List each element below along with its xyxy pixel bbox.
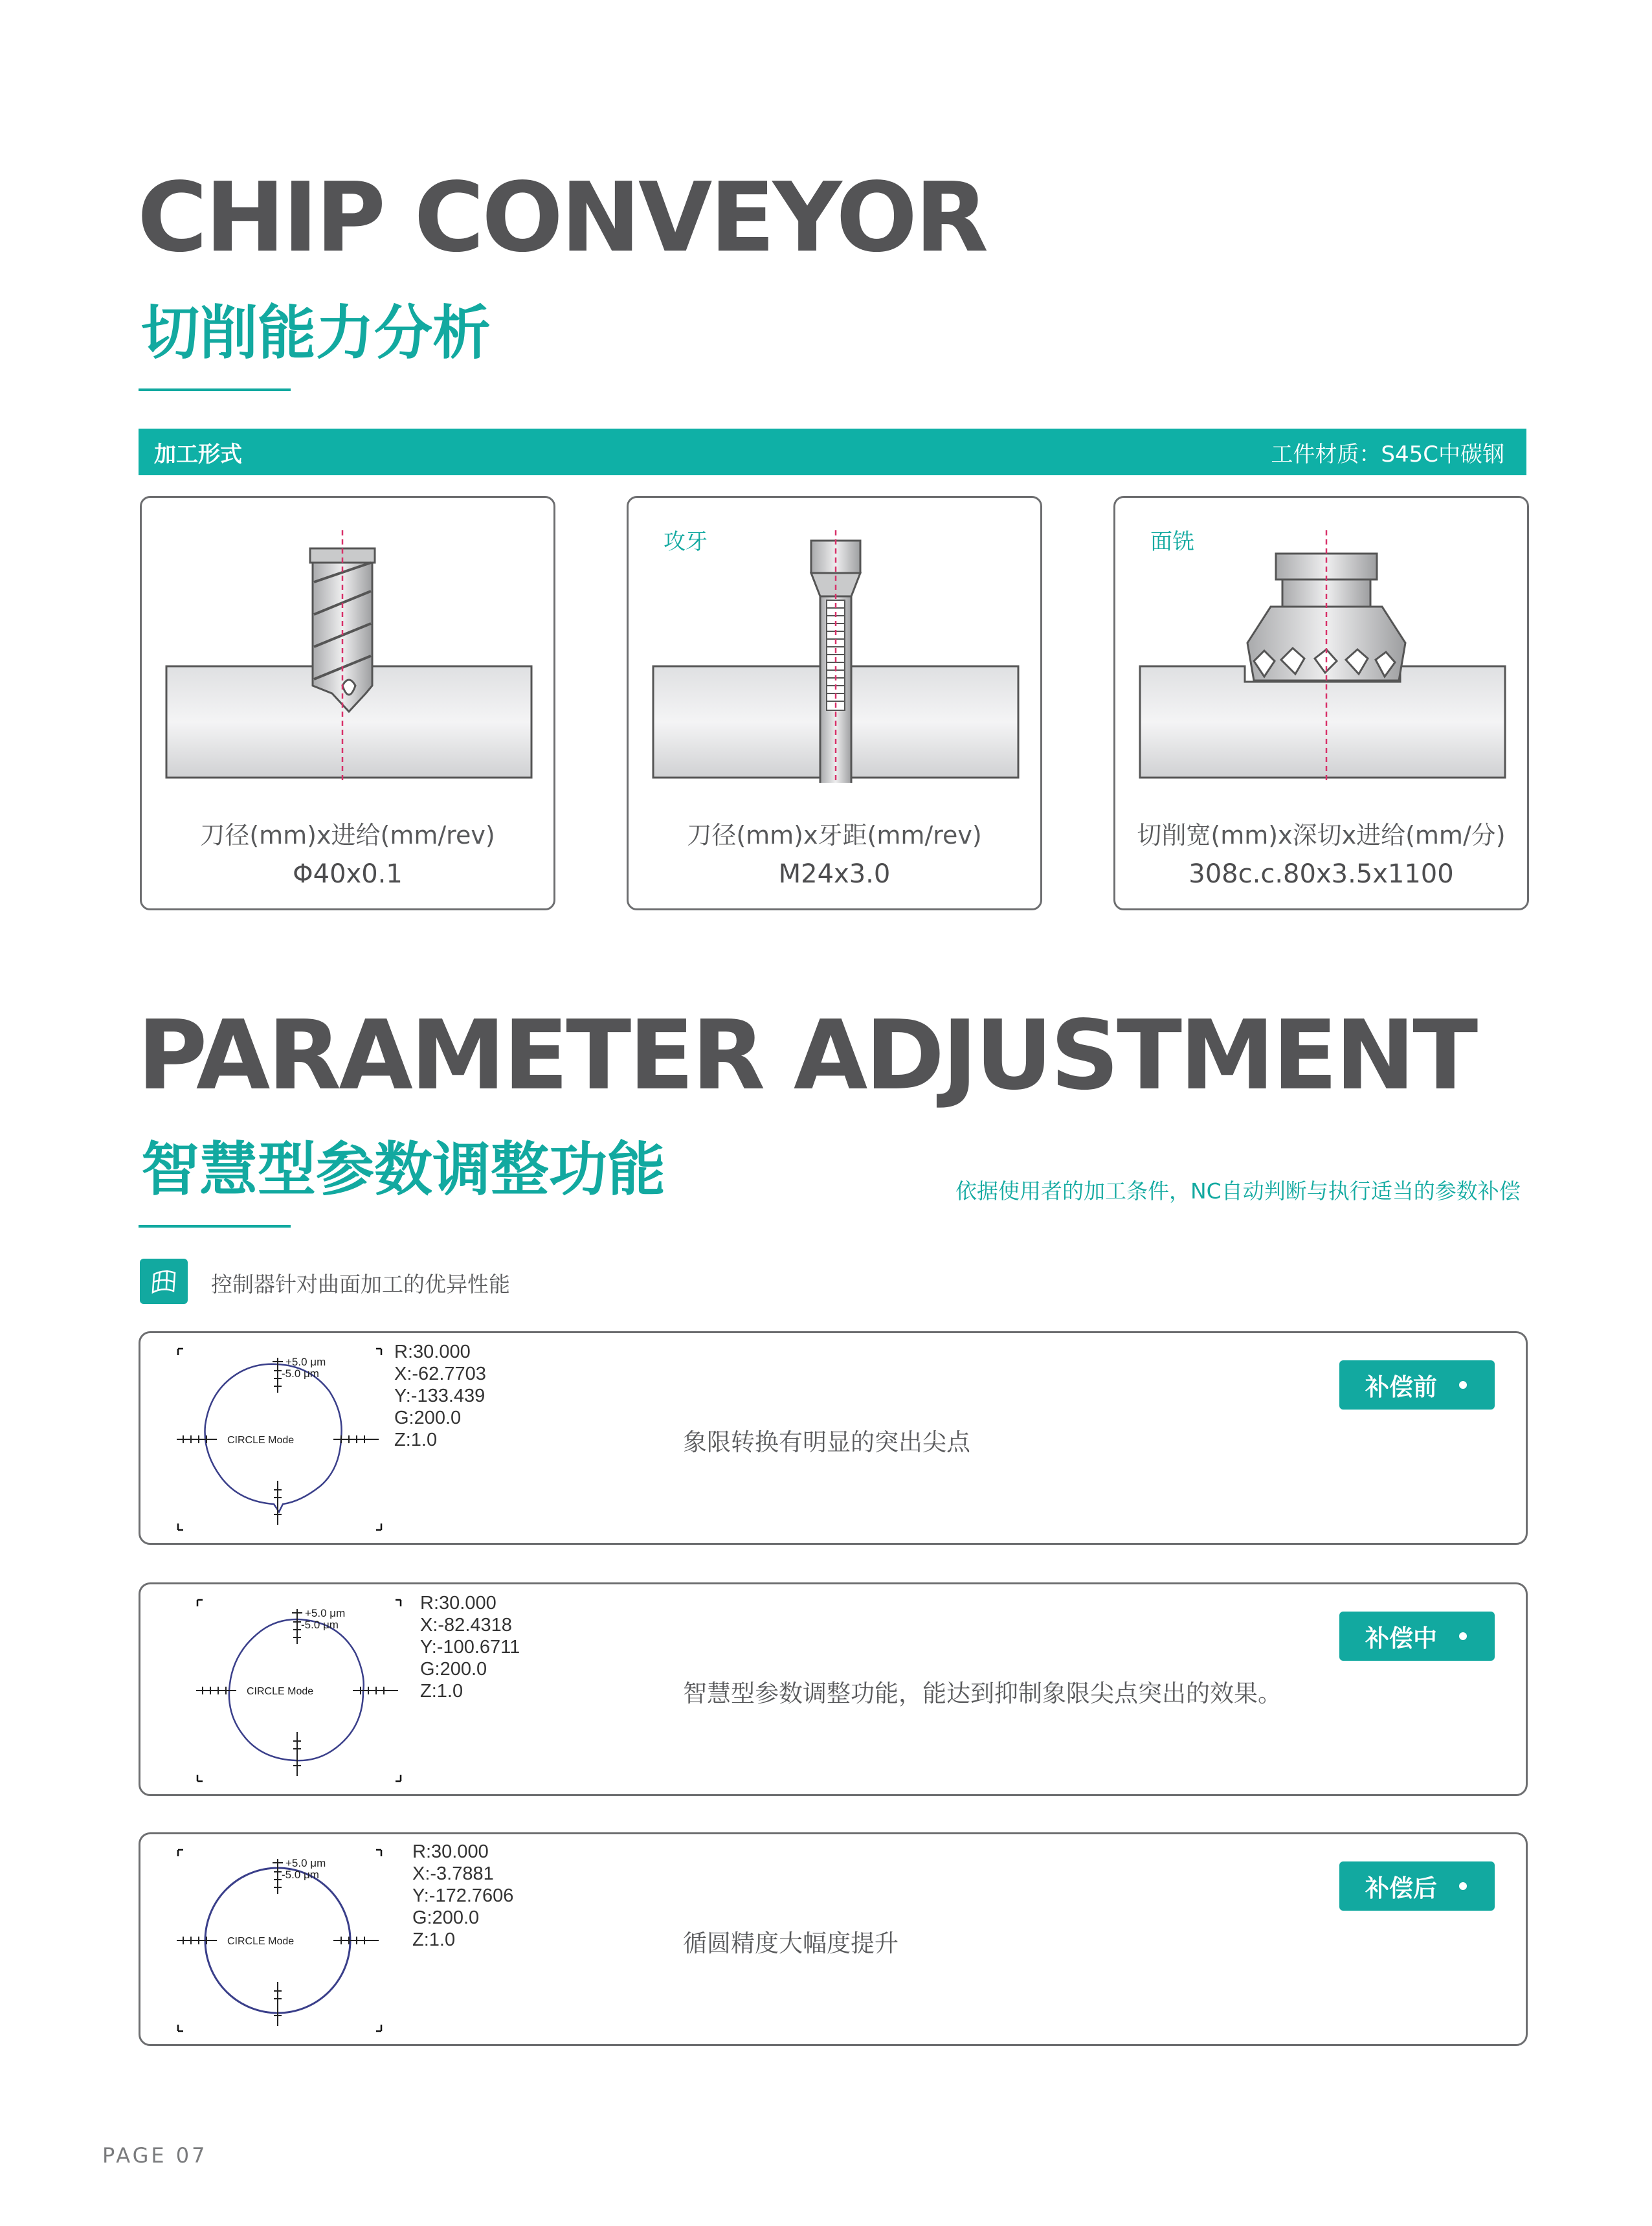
plot-minus-label: -5.0 μm	[282, 1869, 319, 1881]
compensation-panel-during	[139, 1582, 1528, 1796]
circle-plot-during	[174, 1593, 433, 1788]
process-bar	[139, 429, 1526, 475]
card-param-label: 刀径(mm)x进给(mm/rev)	[200, 821, 495, 849]
plot-plus-label: +5.0 μm	[305, 1607, 346, 1619]
page-number: PAGE 07	[102, 2143, 208, 2168]
subheading: 控制器针对曲面加工的优异性能	[211, 1272, 510, 1297]
panel-description: 智慧型参数调整功能，能达到抑制象限尖点突出的效果。	[683, 1680, 1282, 1707]
process-card-drill	[140, 496, 555, 910]
process-card-tap	[627, 496, 1042, 910]
card-param-value: 308c.c.80x3.5x1100	[1189, 859, 1454, 889]
plot-mode-label: CIRCLE Mode	[227, 1936, 295, 1947]
process-card-face-mill	[1113, 496, 1529, 910]
compensation-panel-before	[139, 1331, 1528, 1545]
plot-mode-label: CIRCLE Mode	[227, 1435, 295, 1446]
material-label: 工件材质：S45C中碳钢	[1271, 441, 1504, 467]
section-note: 依据使用者的加工条件，NC自动判断与执行适当的参数补偿	[955, 1178, 1521, 1204]
face-mill-diagram	[1135, 524, 1510, 783]
status-badge-label: 补偿中	[1365, 1625, 1437, 1652]
card-process-tag: 面铣	[1150, 529, 1194, 555]
badge-dot-icon	[1459, 1632, 1467, 1640]
plot-plus-label: +5.0 μm	[285, 1356, 326, 1368]
position-readout: R:30.000 X:-82.4318 Y:-100.6711 G:200.0 Z:1.0	[420, 1593, 520, 1702]
status-badge-label: 补偿前	[1365, 1373, 1437, 1401]
plot-mode-label: CIRCLE Mode	[247, 1686, 314, 1697]
tap-cut-diagram	[648, 524, 1023, 783]
status-badge-label: 补偿后	[1365, 1874, 1437, 1902]
badge-dot-icon	[1459, 1381, 1467, 1389]
plot-plus-label: +5.0 μm	[285, 1857, 326, 1869]
title-underline	[139, 1225, 291, 1228]
card-param-label: 切削宽(mm)x深切x进给(mm/分)	[1137, 821, 1506, 849]
section-title-cn: 智慧型参数调整功能	[141, 1136, 665, 1204]
plot-minus-label: -5.0 μm	[301, 1619, 339, 1631]
badge-dot-icon	[1459, 1882, 1467, 1890]
circle-plot-before	[174, 1342, 394, 1536]
process-bar-label: 加工形式	[154, 441, 242, 467]
compensation-panel-after	[139, 1832, 1528, 2046]
surface-grid-icon	[140, 1259, 188, 1304]
status-badge	[1339, 1612, 1495, 1661]
card-param-value: M24x3.0	[778, 859, 891, 889]
title-underline	[139, 388, 291, 391]
card-param-label: 刀径(mm)x牙距(mm/rev)	[687, 821, 982, 849]
drill-cut-diagram	[161, 524, 537, 783]
position-readout: R:30.000 X:-3.7881 Y:-172.7606 G:200.0 Z:1.0	[412, 1841, 514, 1950]
circle-plot-after	[174, 1843, 394, 2038]
panel-description: 循圆精度大幅度提升	[683, 1929, 899, 1957]
position-readout: R:30.000 X:-62.7703 Y:-133.439 G:200.0 Z:1.0	[394, 1342, 486, 1450]
panel-description: 象限转换有明显的突出尖点	[683, 1428, 970, 1456]
status-badge	[1339, 1360, 1495, 1410]
status-badge	[1339, 1861, 1495, 1911]
section-title-en: CHIP CONVEYOR	[137, 162, 987, 273]
card-param-value: Φ40x0.1	[293, 859, 403, 889]
card-process-tag: 攻牙	[664, 529, 708, 555]
section-title-cn: 切削能力分析	[141, 299, 491, 367]
plot-minus-label: -5.0 μm	[282, 1367, 319, 1380]
section-title-en: PARAMETER ADJUSTMENT	[137, 1000, 1476, 1111]
